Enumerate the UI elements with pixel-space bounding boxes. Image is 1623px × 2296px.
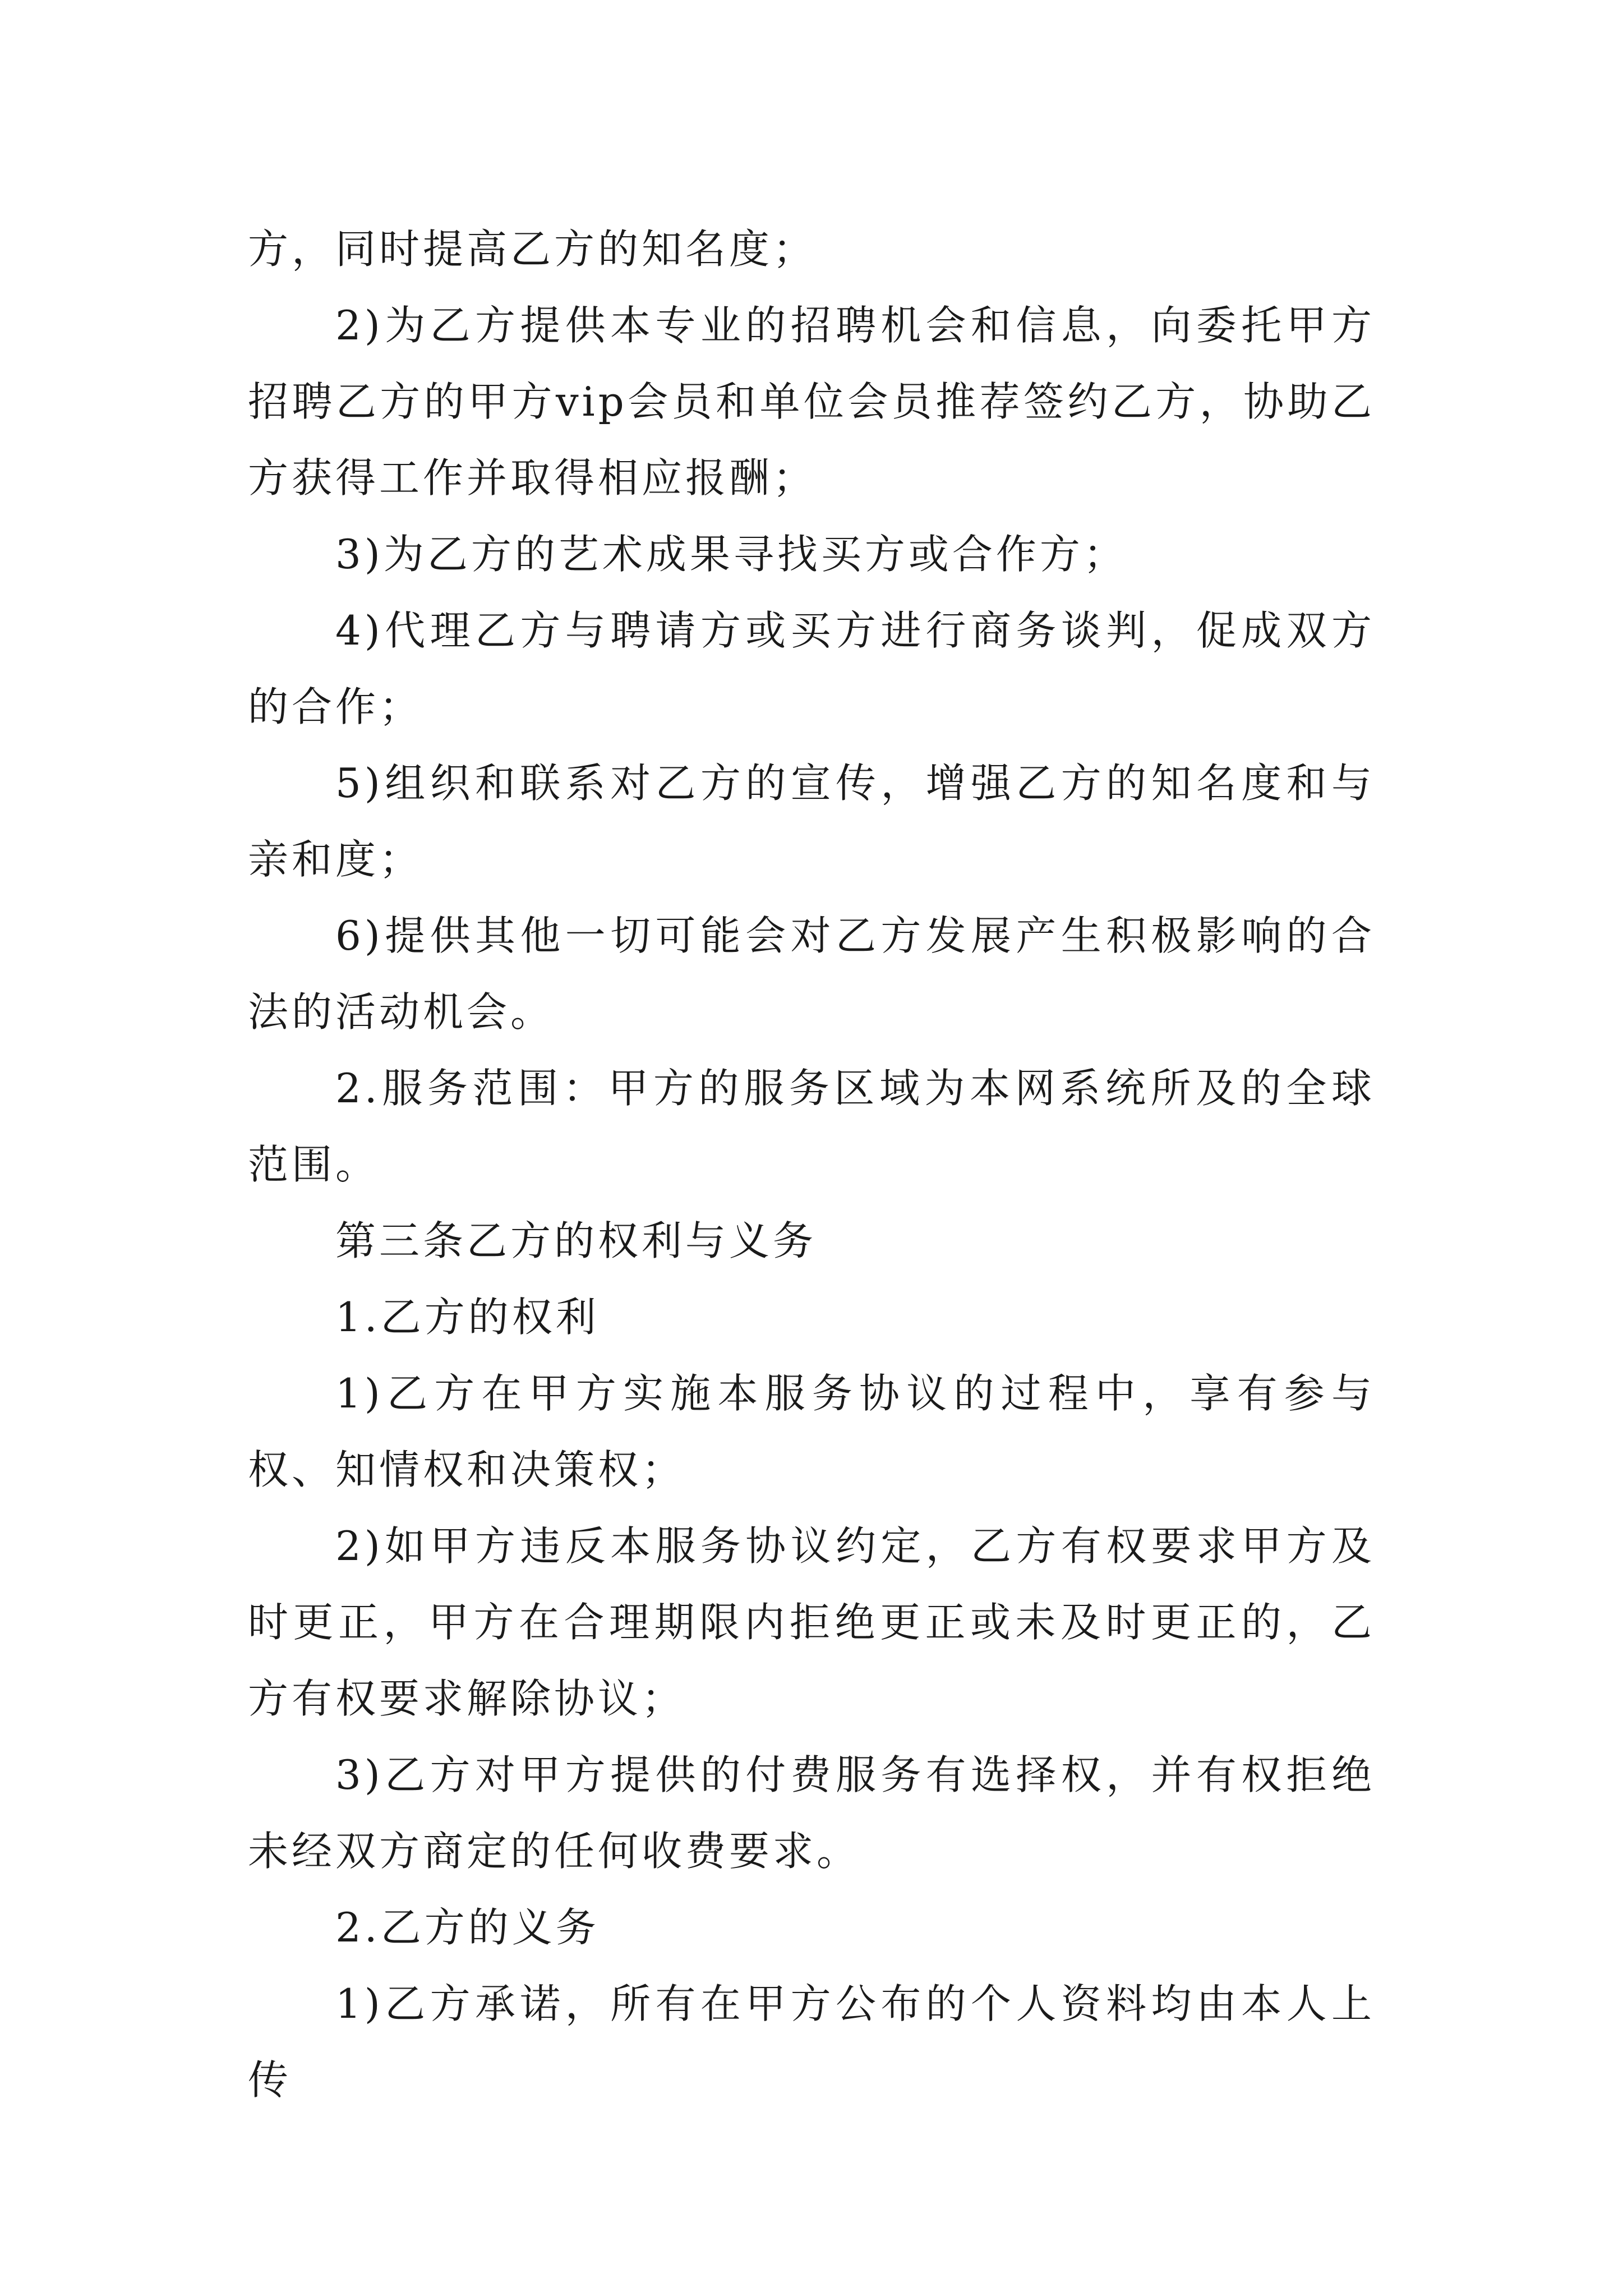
paragraph-item-4-negotiation: 4)代理乙方与聘请方或买方进行商务谈判，促成双方的合作；: [248, 607, 1375, 730]
paragraph-item-2-recruitment: 2)为乙方提供本专业的招聘机会和信息，向委托甲方招聘乙方的甲方vip会员和单位会员推荐签约乙方，协助乙方获得工作并取得相应报酬；: [248, 302, 1375, 501]
paragraph-continuation: 方，同时提高乙方的知名度；: [248, 226, 817, 273]
paragraph-rights-1: 1)乙方在甲方实施本服务协议的过程中，享有参与权、知情权和决策权；: [248, 1370, 1375, 1493]
paragraph-rights-3: 3)乙方对甲方提供的付费服务有选择权，并有权拒绝未经双方商定的任何收费要求。: [248, 1751, 1375, 1875]
subheading-party-b-obligations: 2.乙方的义务: [335, 1904, 600, 1951]
document-body: [248, 211, 1375, 2118]
paragraph-item-6-opportunities: 6)提供其他一切可能会对乙方发展产生积极影响的合法的活动机会。: [248, 912, 1375, 1036]
paragraph-item-5-publicity: 5)组织和联系对乙方的宣传，增强乙方的知名度和与亲和度；: [248, 760, 1375, 883]
paragraph-rights-2: 2)如甲方违反本服务协议约定，乙方有权要求甲方及时更正，甲方在合理期限内拒绝更正或未及时更正的，乙方有权要求解除协议；: [248, 1522, 1375, 1722]
paragraph-item-3-buyers: 3)为乙方的艺术成果寻找买方或合作方；: [335, 531, 1127, 578]
paragraph-obligations-1: 1)乙方承诺，所有在甲方公布的个人资料均由本人上传: [248, 1980, 1375, 2104]
paragraph-service-scope: 2.服务范围：甲方的服务区域为本网系统所及的全球范围。: [248, 1065, 1375, 1188]
subheading-party-b-rights: 1.乙方的权利: [335, 1294, 600, 1341]
section-heading-article-3: 第三条乙方的权利与义务: [335, 1217, 817, 1264]
